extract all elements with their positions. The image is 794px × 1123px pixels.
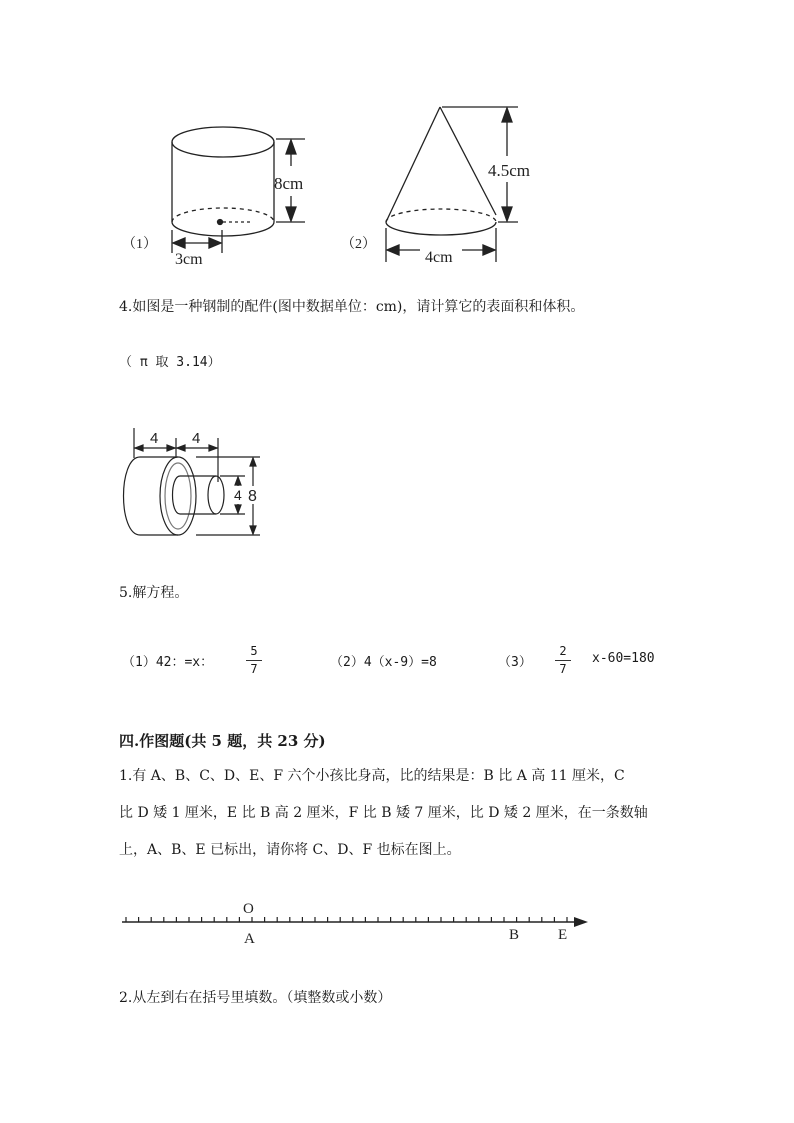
pi-note: （ π 取 3.14） [119,355,221,370]
cone-diameter-label: 4cm [425,249,453,266]
point-a-label: A [244,931,255,947]
question-5-text: 5.解方程。 [119,585,189,601]
equation-3-fraction [555,644,571,677]
cone-figure [386,107,518,262]
section-4-heading: 四.作图题(共 5 题，共 23 分) [119,732,326,750]
cylinder-height-label: 8cm [274,174,304,193]
point-b-label: B [509,927,520,943]
steel-dim-right: 4 [192,430,201,447]
cone-height-label: 4.5cm [488,161,531,180]
section-4-q1-line2: 比 D 矮 1 厘米，E 比 B 高 2 厘米，F 比 B 矮 7 厘米，比 D 矮 2 厘米，在一条数轴 [119,805,648,821]
equation-1-denominator: 7 [250,662,258,676]
equation-3-suffix: x-60=180 [592,651,655,666]
origin-label: O [243,901,254,917]
equation-2: （2）4（x-9）=8 [330,655,437,670]
equation-1-fraction [246,644,262,677]
cylinder-radius-label: 3cm [175,251,203,268]
steel-dim-left: 4 [150,430,159,447]
section-4-q2: 2.从左到右在括号里填数。（填整数或小数） [119,990,392,1006]
section-4-q1-line3: 上，A、B、E 已标出，请你将 C、D、F 也标在图上。 [119,842,461,858]
question-4-text: 4.如图是一种钢制的配件(图中数据单位：cm)，请计算它的表面积和体积。 [119,299,585,315]
geometry-figures [0,0,794,280]
equation-1-numerator: 5 [250,644,258,658]
equation-3-numerator: 2 [559,644,567,658]
equation-3-denominator: 7 [559,662,567,676]
steel-dim-inner: 4 [234,487,242,503]
equation-3-prefix: （3） [498,655,532,670]
number-line [110,895,610,955]
section-4-q1-line1: 1.有 A、B、C、D、E、F 六个小孩比身高，比的结果是：B 比 A 高 11 厘米，C [119,768,625,784]
equation-1: （1）42：=x： [122,655,214,670]
steel-dim-outer: 8 [248,488,257,505]
cylinder-label: （1） [122,237,157,252]
cone-label: （2） [341,237,376,252]
point-e-label: E [558,927,568,943]
steel-part-figure [110,420,280,550]
